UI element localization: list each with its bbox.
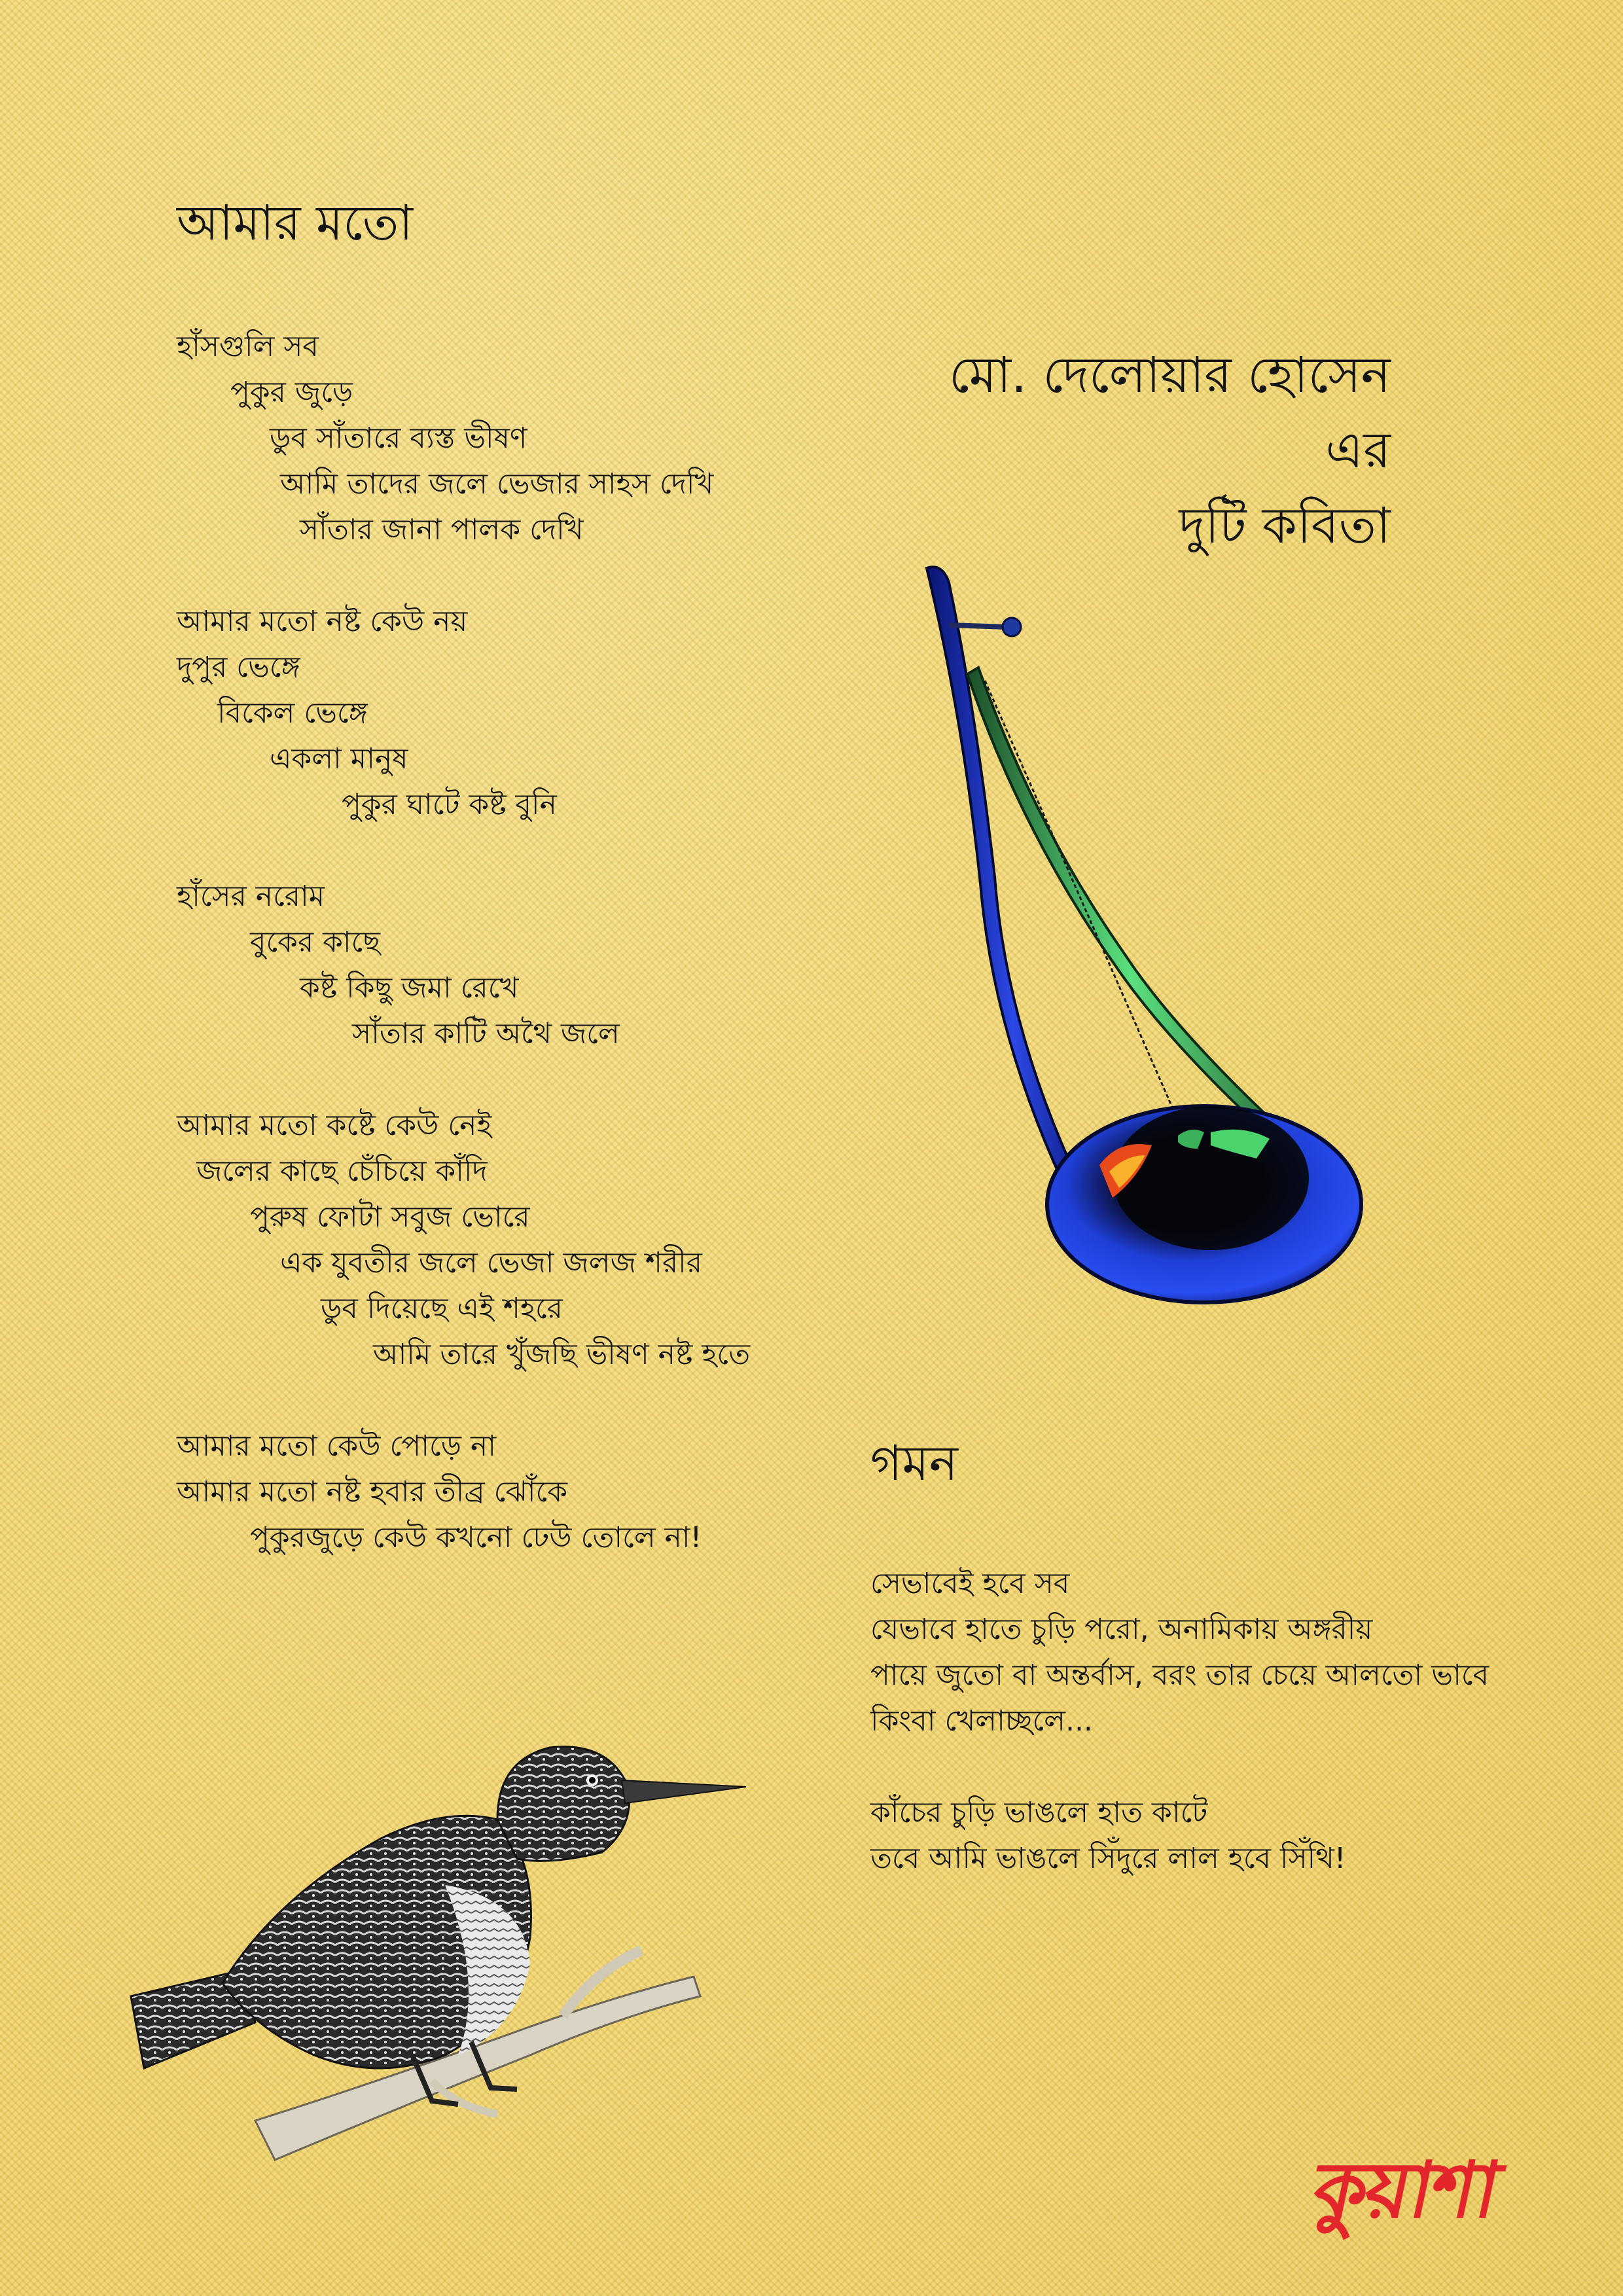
author-two-poems: দুটি কবিতা (1179, 496, 1391, 554)
poem1-line: জলের কাছে চেঁচিয়ে কাঁদি (196, 1155, 488, 1188)
woodpecker-illustration (105, 1689, 772, 2173)
poem1-line: দুপুর ভেঙ্গে (177, 651, 300, 684)
poem1-line: সাঁতার কাটি অথৈ জলে (352, 1017, 620, 1050)
poem1-line: বুকের কাছে (250, 925, 381, 959)
poem2-line: পায়ে জুতো বা অন্তর্বাস, বরং তার চেয়ে আলতো ভাবে (870, 1659, 1489, 1692)
poem1-line: আমার মতো কেউ পোড়ে না (177, 1429, 497, 1463)
poem2-line: যেভাবে হাতে চুড়ি পরো, অনামিকায় অঙ্গরীয় (870, 1613, 1373, 1646)
poem1-line: ডুব দিয়েছে এই শহরে (321, 1292, 563, 1325)
poem1-line: ডুব সাঁতারে ব্যস্ত ভীষণ (270, 422, 527, 455)
poem1-line: আমার মতো কষ্টে কেউ নেই (177, 1109, 492, 1142)
poem1-line: বিকেল ভেঙ্গে (217, 696, 368, 730)
poem1-line: আমার মতো নষ্ট কেউ নয় (177, 605, 468, 638)
author-name: মো. দেলোয়ার হোসেন (948, 346, 1391, 404)
author-er: এর (1325, 421, 1391, 479)
poem2-line: কাঁচের চুড়ি ভাঙলে হাত কাটে (870, 1796, 1208, 1829)
poem1-line: পুকুরজুড়ে কেউ কখনো ঢেউ তোলে না! (250, 1521, 702, 1554)
poem1-title: আমার মতো (177, 195, 413, 251)
poem1-line: পুকুর ঘাটে কষ্ট বুনি (342, 788, 557, 821)
poem2-line: সেভাবেই হবে সব (870, 1567, 1070, 1600)
poem1-line: আমার মতো নষ্ট হবার তীব্র ঝোঁকে (177, 1475, 568, 1509)
poem1-line: এক যুবতীর জলে ভেজা জলজ শরীর (280, 1246, 702, 1280)
poem1-line: পুকুর জুড়ে (230, 376, 353, 409)
poem1-line: হাঁসের নরোম (177, 880, 325, 913)
poem1-line: হাঁসগুলি সব (177, 330, 319, 363)
poem1-line: সাঁতার জানা পালক দেখি (300, 513, 584, 547)
kuasha-logo: কুয়াশা (1304, 2145, 1507, 2235)
ektara-illustration (903, 550, 1387, 1361)
poem1-line: কষ্ট কিছু জমা রেখে (300, 971, 519, 1005)
poem1-line: একলা মানুষ (270, 742, 408, 776)
poem1-line: আমি তাদের জলে ভেজার সাহস দেখি (280, 467, 714, 501)
poem2-line: কিংবা খেলাচ্ছলে... (870, 1704, 1093, 1738)
poem2-title: গমন (870, 1435, 958, 1492)
poem1-line: আমি তারে খুঁজছি ভীষণ নষ্ট হতে (373, 1338, 751, 1371)
poem1-line: পুরুষ ফোটা সবুজ ভোরে (250, 1200, 530, 1234)
poem2-line: তবে আমি ভাঙলে সিঁদুরে লাল হবে সিঁথি! (870, 1842, 1346, 1875)
